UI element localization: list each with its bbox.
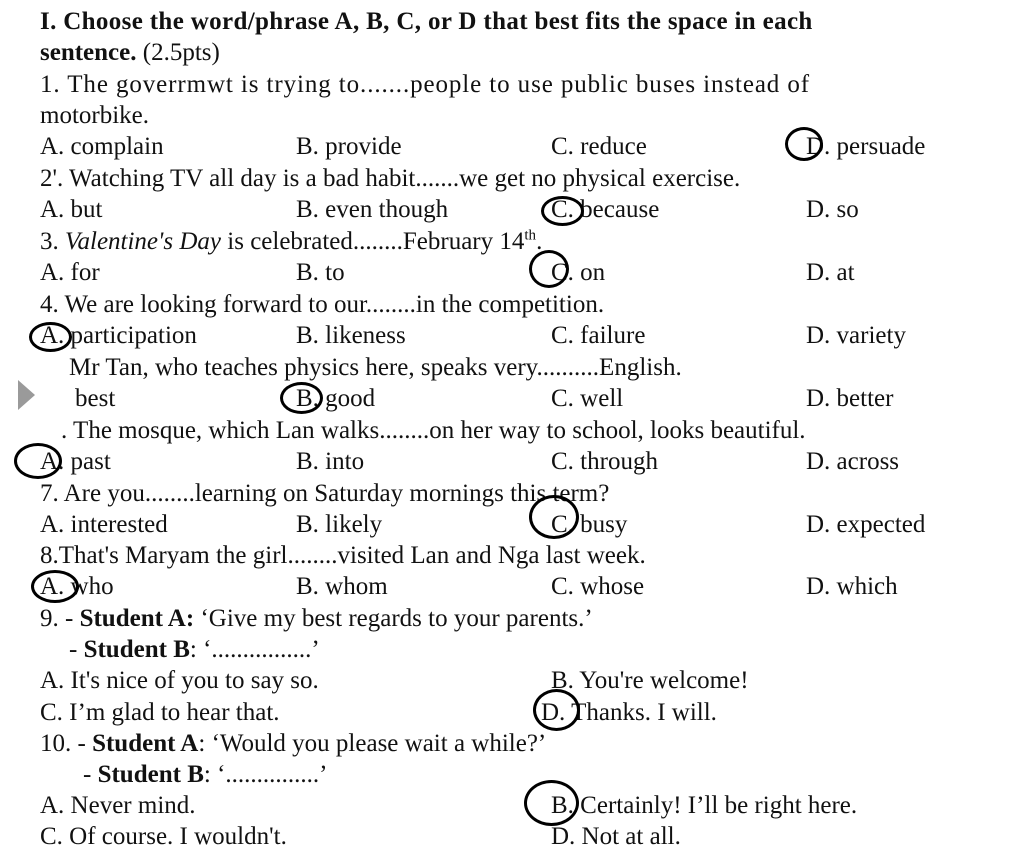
question-4-text: 4. We are looking forward to our........in the competition. xyxy=(40,291,605,318)
q8-option-b[interactable]: B. whom xyxy=(296,573,388,600)
question-9-line-b: - Student B: ‘................’ xyxy=(69,636,320,663)
holiday-name: Valentine's Day xyxy=(65,228,222,255)
question-1-text: 1. The goverrmwt is trying to.......people to use public buses instead of xyxy=(40,71,810,98)
q3-option-d[interactable]: D. at xyxy=(806,259,855,286)
question-3-options xyxy=(0,257,1024,288)
q1-option-c[interactable]: C. reduce xyxy=(551,133,647,160)
q6-option-a[interactable]: A. past xyxy=(40,448,111,475)
q6-option-b[interactable]: B. into xyxy=(296,448,365,475)
question-1-options xyxy=(0,131,1024,162)
question-10-line-a: 10. - Student A: ‘Would you please wait a while?’ xyxy=(40,730,547,757)
question-8-text: 8.That's Maryam the girl........visited Lan and Nga last week. xyxy=(40,542,646,569)
question-7-options xyxy=(0,509,1024,540)
points-label: (2.5pts) xyxy=(136,39,220,66)
q5-option-c[interactable]: C. well xyxy=(551,385,624,412)
q9-option-b[interactable]: B. You're welcome! xyxy=(551,667,749,694)
question-2-options xyxy=(0,194,1024,225)
q4-option-a[interactable]: A. participation xyxy=(40,322,197,349)
q10-option-c[interactable]: C. Of course. I wouldn't. xyxy=(40,823,287,850)
q3-option-c[interactable]: C. on xyxy=(551,259,606,286)
q2-option-b[interactable]: B. even though xyxy=(296,196,449,223)
question-6-options xyxy=(0,446,1024,477)
question-5-options xyxy=(0,383,1024,414)
question-6-text: . The mosque, which Lan walks........on her way to school, looks beautiful. xyxy=(61,417,806,444)
q10-option-d[interactable]: D. Not at all. xyxy=(551,823,681,850)
q9-option-a[interactable]: A. It's nice of you to say so. xyxy=(40,667,319,694)
q8-option-c[interactable]: C. whose xyxy=(551,573,645,600)
play-arrow-icon xyxy=(18,380,35,410)
q7-option-c[interactable]: C. busy xyxy=(551,511,628,538)
question-8-options xyxy=(0,571,1024,602)
q1-option-d[interactable]: D. persuade xyxy=(806,133,926,160)
question-1-text-cont: motorbike. xyxy=(40,102,150,129)
q4-option-c[interactable]: C. failure xyxy=(551,322,646,349)
q2-option-c[interactable]: C. because xyxy=(551,196,660,223)
q8-option-d[interactable]: D. which xyxy=(806,573,898,600)
question-5-text: Mr Tan, who teaches physics here, speaks very..........English. xyxy=(69,354,682,381)
q3-option-a[interactable]: A. for xyxy=(40,259,100,286)
q2-option-a[interactable]: A. but xyxy=(40,196,103,223)
q4-option-d[interactable]: D. variety xyxy=(806,322,906,349)
q10-option-b[interactable]: B. Certainly! I’ll be right here. xyxy=(551,792,858,819)
q6-option-d[interactable]: D. across xyxy=(806,448,900,475)
question-3-text: 3. Valentine's Day is celebrated........February 14th. xyxy=(40,227,543,255)
q8-option-a[interactable]: A. who xyxy=(40,573,114,600)
q7-option-d[interactable]: D. expected xyxy=(806,511,926,538)
q5-option-d[interactable]: D. better xyxy=(806,385,894,412)
q5-option-a[interactable]: best xyxy=(75,385,116,412)
section-heading: I. Choose the word/phrase A, B, C, or D that best fits the space in each xyxy=(40,8,813,35)
section-heading-bold: sentence. xyxy=(40,39,137,66)
q9-option-c[interactable]: C. I’m glad to hear that. xyxy=(40,699,280,726)
q7-option-a[interactable]: A. interested xyxy=(40,511,168,538)
q10-option-a[interactable]: A. Never mind. xyxy=(40,792,196,819)
q7-option-b[interactable]: B. likely xyxy=(296,511,383,538)
question-7-text: 7. Are you........learning on Saturday mornings this term? xyxy=(40,480,610,507)
q3-option-b[interactable]: B. to xyxy=(296,259,345,286)
question-2-text: 2'. Watching TV all day is a bad habit.......we get no physical exercise. xyxy=(40,165,741,192)
q1-option-b[interactable]: B. provide xyxy=(296,133,402,160)
question-9-line-a: 9. - Student A: ‘Give my best regards to your parents.’ xyxy=(40,605,593,632)
q6-option-c[interactable]: C. through xyxy=(551,448,658,475)
q1-option-a[interactable]: A. complain xyxy=(40,133,164,160)
q4-option-b[interactable]: B. likeness xyxy=(296,322,406,349)
question-10-line-b: - Student B: ‘...............’ xyxy=(83,761,328,788)
q5-option-b[interactable]: B. good xyxy=(296,385,376,412)
q9-option-d[interactable]: D. Thanks. I will. xyxy=(541,699,717,726)
question-4-options xyxy=(0,320,1024,351)
q2-option-d[interactable]: D. so xyxy=(806,196,859,223)
section-heading-line2 xyxy=(40,37,220,68)
